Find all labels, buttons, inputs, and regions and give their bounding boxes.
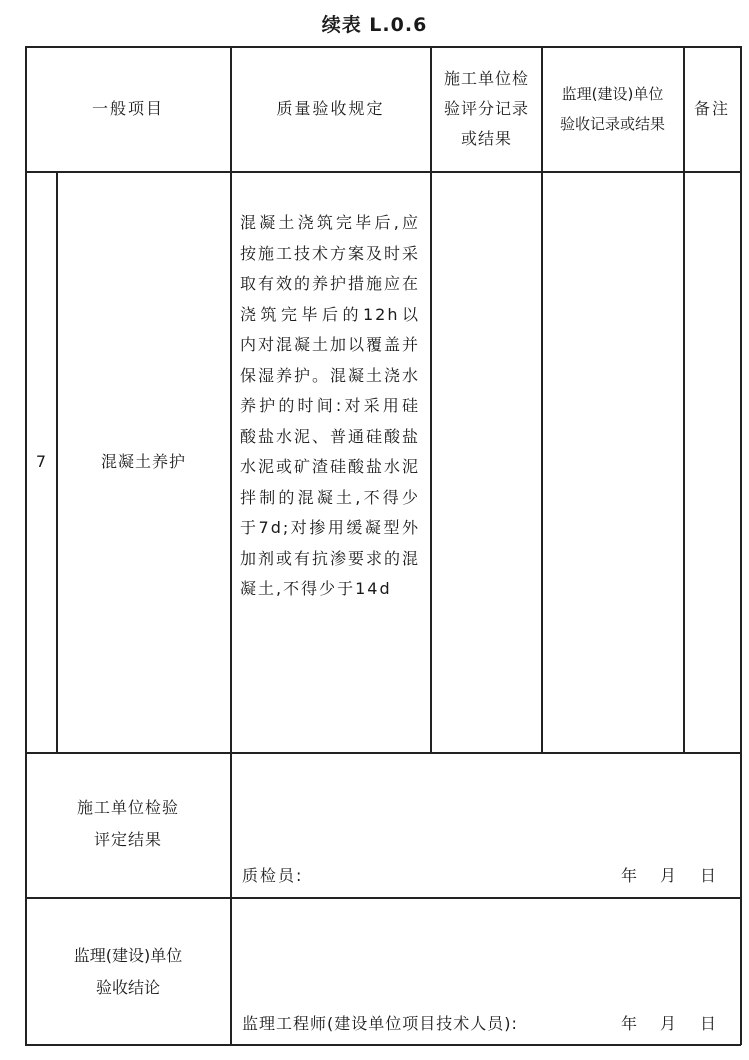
row-quality-rule-text: 混凝土浇筑完毕后,应按施工技术方案及时采取有效的养护措施应在浇筑完毕后的12h以内对混凝土加以覆盖并保湿养护。混凝土浇水养护的时间:对采用硅酸盐水泥、普通硅酸盐水泥或矿渣硅酸盐水泥拌制的混凝土,不得少于7d;对掺用缓凝型外加剂或有抗渗要求的混凝土,不得少于14d <box>240 213 421 598</box>
supervisor-date-day: 日 <box>700 1014 717 1033</box>
header-supervisor-record-label: 监理(建设)单位 验收记录或结果 <box>559 85 665 133</box>
supervisor-date-year: 年 <box>621 1014 638 1033</box>
header-general-item-label: 一般项目 <box>91 99 164 118</box>
table-border-bottom <box>25 1044 741 1046</box>
row-number <box>26 172 56 752</box>
supervisor-date-month: 月 <box>660 1014 677 1033</box>
row-divider <box>25 752 741 754</box>
contractor-result-label: 施工单位检验 评定结果 <box>76 798 179 849</box>
contractor-date-month: 月 <box>660 866 677 885</box>
supervisor-conclusion-label: 监理(建设)单位 验收结论 <box>73 946 183 997</box>
table-border-right <box>740 46 742 1045</box>
contractor-date-day: 日 <box>700 866 717 885</box>
page-title: 续表 L.0.6 <box>321 14 428 36</box>
header-general-item <box>26 47 230 171</box>
contractor-date-year: 年 <box>621 866 638 885</box>
header-quality-rule-label: 质量验收规定 <box>276 99 385 118</box>
row-item <box>57 172 230 752</box>
header-supervisor-record <box>542 47 683 171</box>
contractor-inspector-signature: 质检员: <box>242 866 304 885</box>
row-item-label: 混凝土养护 <box>100 452 186 471</box>
row-number-value: 7 <box>35 452 47 471</box>
header-remarks-label: 备注 <box>693 99 730 118</box>
header-contractor-record <box>432 47 541 171</box>
item-column-divider <box>230 46 232 1045</box>
header-contractor-record-label: 施工单位检 验评分记录 或结果 <box>443 69 529 148</box>
supervisor-engineer-signature: 监理工程师(建设单位项目技术人员): <box>242 1014 518 1033</box>
header-quality-rule <box>231 47 430 171</box>
footer-divider <box>25 897 741 899</box>
header-remarks <box>684 47 740 171</box>
